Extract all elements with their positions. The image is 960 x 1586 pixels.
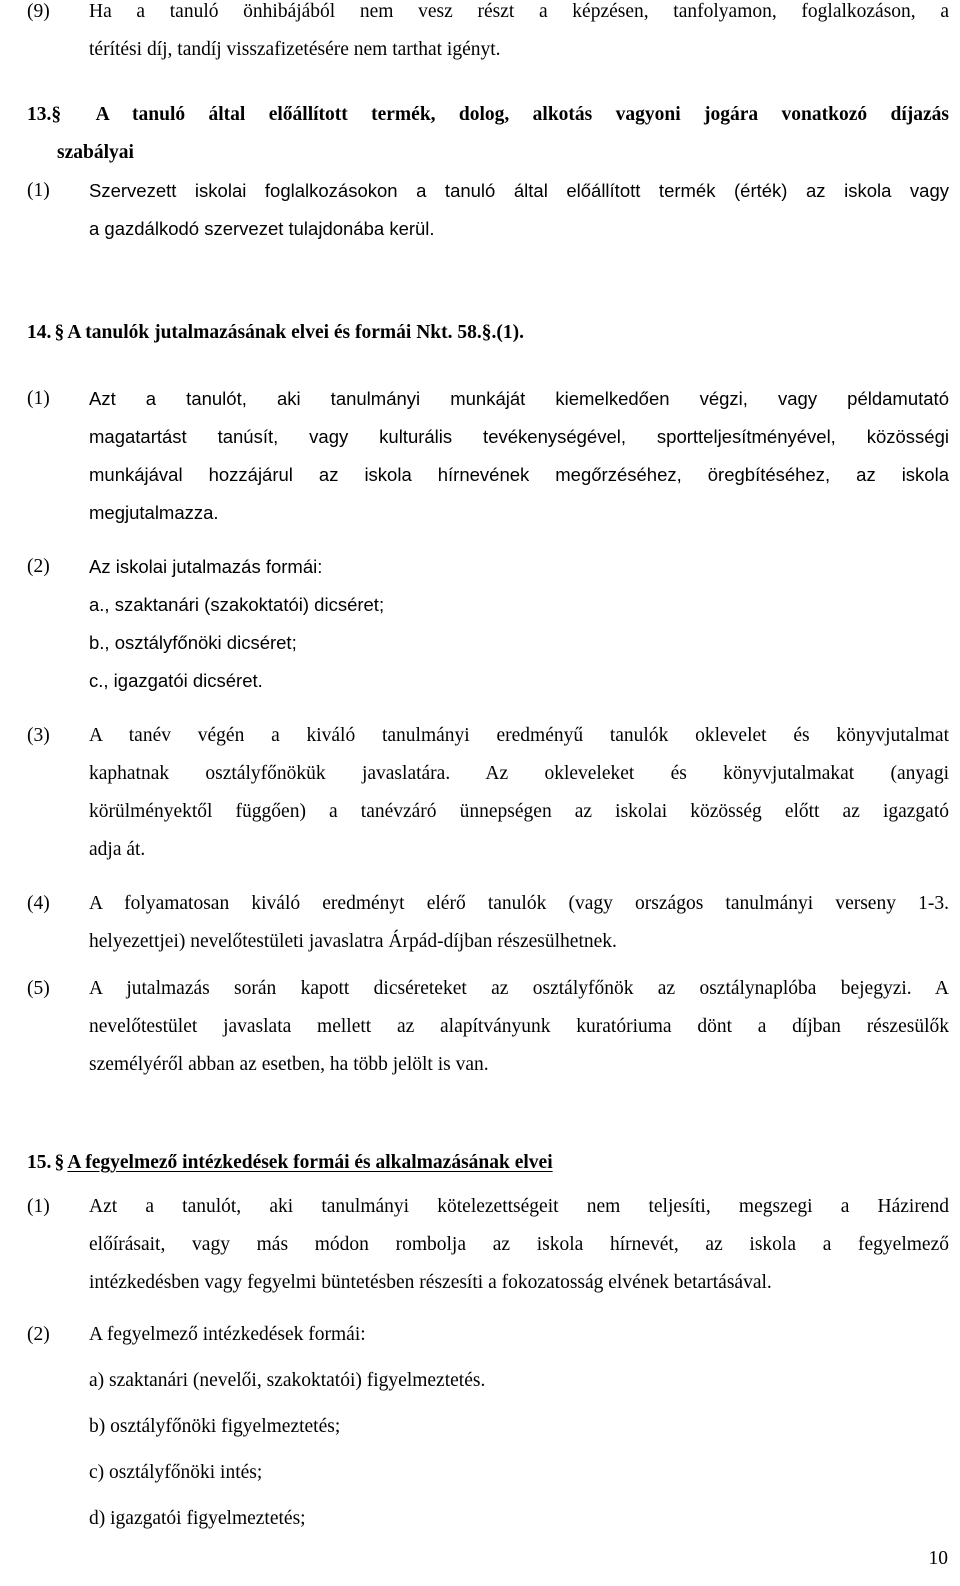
section-title: A fegyelmező intézkedések formái és alkalmazásának elvei (67, 1152, 553, 1173)
section-title-tail: .(1). (491, 322, 524, 343)
paragraph-line: személyéről abban az esetben, ha több jelölt is van. (89, 1054, 489, 1075)
list-item: c) osztályfőnöki intés; (89, 1462, 263, 1483)
paragraph-line: Szervezett iskolai foglalkozásokon a tanuló által előállított termék (érték) az iskola vagy (89, 180, 949, 201)
paragraph-line: körülményektől függően) a tanévzáró ünnepségen az iskolai közösség előtt az igazgató (89, 801, 949, 822)
paragraph-line: Azt a tanulót, aki tanulmányi kötelezettségeit nem teljesíti, megszegi a Házirend (89, 1196, 949, 1217)
paragraph-line: nevelőtestület javaslata mellett az alapítványunk kuratóriuma dönt a díjban részesülők (89, 1016, 949, 1037)
section-14-paragraph-1 (27, 380, 949, 532)
section-title-symbol: § (481, 322, 492, 343)
paragraph-line: előírásait, vagy más módon rombolja az iskola hírnevét, az iskola a fegyelmező (89, 1234, 949, 1255)
section-14-paragraph-4 (27, 885, 949, 961)
list-item: d) igazgatói figyelmeztetés; (89, 1508, 306, 1529)
section-title-line: A tanuló által előállított termék, dolog, alkotás vagyoni jogára vonatkozó díjazás (95, 104, 949, 125)
page-number: 10 (928, 1548, 948, 1569)
paragraph-number: (1) (27, 1196, 50, 1217)
section-15-paragraph-1 (27, 1188, 949, 1302)
section-13-heading (27, 96, 949, 172)
list-item: b) osztályfőnöki figyelmeztetés; (89, 1416, 341, 1437)
paragraph-number: (1) (27, 388, 50, 409)
list-item: c., igazgatói dicséret. (89, 670, 263, 691)
section-14-paragraph-3 (27, 717, 949, 869)
paragraph-number: (1) (27, 180, 50, 201)
section-14-paragraph-2 (27, 548, 949, 700)
section-14-paragraph-5 (27, 970, 949, 1084)
list-item: b., osztályfőnöki dicséret; (89, 632, 297, 653)
paragraph-line: A jutalmazás során kapott dicséreteket az osztályfőnök az osztálynaplóba bejegyzi. A (89, 978, 949, 999)
paragraph-line: adja át. (89, 839, 146, 860)
paragraph-line: helyezettjei) nevelőtestületi javaslatra Árpád-díjban részesülhetnek. (89, 931, 617, 952)
section-symbol: § (54, 322, 65, 343)
paragraph-line: intézkedésben vagy fegyelmi büntetésben részesíti a fokozatosság elvének betartásával. (89, 1272, 772, 1293)
paragraph-intro: A fegyelmező intézkedések formái: (89, 1324, 366, 1345)
section-number: 15. (27, 1152, 52, 1173)
paragraph-line: munkájával hozzájárul az iskola hírnevének megőrzéséhez, öregbítéséhez, az iskola (89, 464, 949, 485)
section-15-heading (27, 1144, 949, 1182)
paragraph-line: magatartást tanúsít, vagy kulturális tevékenységével, sportteljesítményével, közösségi (89, 426, 949, 447)
paragraph-number: (5) (27, 978, 50, 999)
paragraph-number: (2) (27, 1324, 50, 1345)
paragraph-line: Ha a tanuló önhibájából nem vesz részt a képzésen, tanfolyamon, foglalkozáson, a (89, 1, 949, 22)
section-title: A tanulók jutalmazásának elvei és formái Nkt. 58. (67, 322, 482, 343)
paragraph-line: a gazdálkodó szervezet tulajdonába kerül. (89, 218, 435, 239)
section-13-paragraph-1 (27, 172, 949, 248)
paragraph-number: (4) (27, 893, 50, 914)
section-symbol: § (51, 104, 62, 125)
list-item: a., szaktanári (szakoktatói) dicséret; (89, 594, 385, 615)
section-number: 14. (27, 322, 52, 343)
paragraph-line: A tanév végén a kiváló tanulmányi eredményű tanulók oklevelet és könyvjutalmat (89, 725, 949, 746)
paragraph-number: (2) (27, 556, 50, 577)
section-symbol: § (54, 1152, 65, 1173)
section-15-paragraph-2 (27, 1316, 949, 1538)
paragraph-line: térítési díj, tandíj visszafizetésére nem tarthat igényt. (89, 39, 501, 60)
paragraph-9 (27, 0, 949, 69)
section-14-heading (27, 314, 949, 352)
paragraph-line: kaphatnak osztályfőnökük javaslatára. Az okleveleket és könyvjutalmakat (anyagi (89, 763, 949, 784)
section-title-line: szabályai (57, 142, 134, 163)
paragraph-number: (9) (27, 1, 50, 22)
paragraph-line: megjutalmazza. (89, 502, 219, 523)
section-number: 13. (27, 104, 52, 125)
paragraph-number: (3) (27, 725, 50, 746)
paragraph-line: A folyamatosan kiváló eredményt elérő tanulók (vagy országos tanulmányi verseny 1-3. (89, 893, 949, 914)
paragraph-line: Azt a tanulót, aki tanulmányi munkáját kiemelkedően végzi, vagy példamutató (89, 388, 949, 409)
list-item: a) szaktanári (nevelői, szakoktatói) figyelmeztetés. (89, 1370, 486, 1391)
paragraph-intro: Az iskolai jutalmazás formái: (89, 556, 323, 577)
